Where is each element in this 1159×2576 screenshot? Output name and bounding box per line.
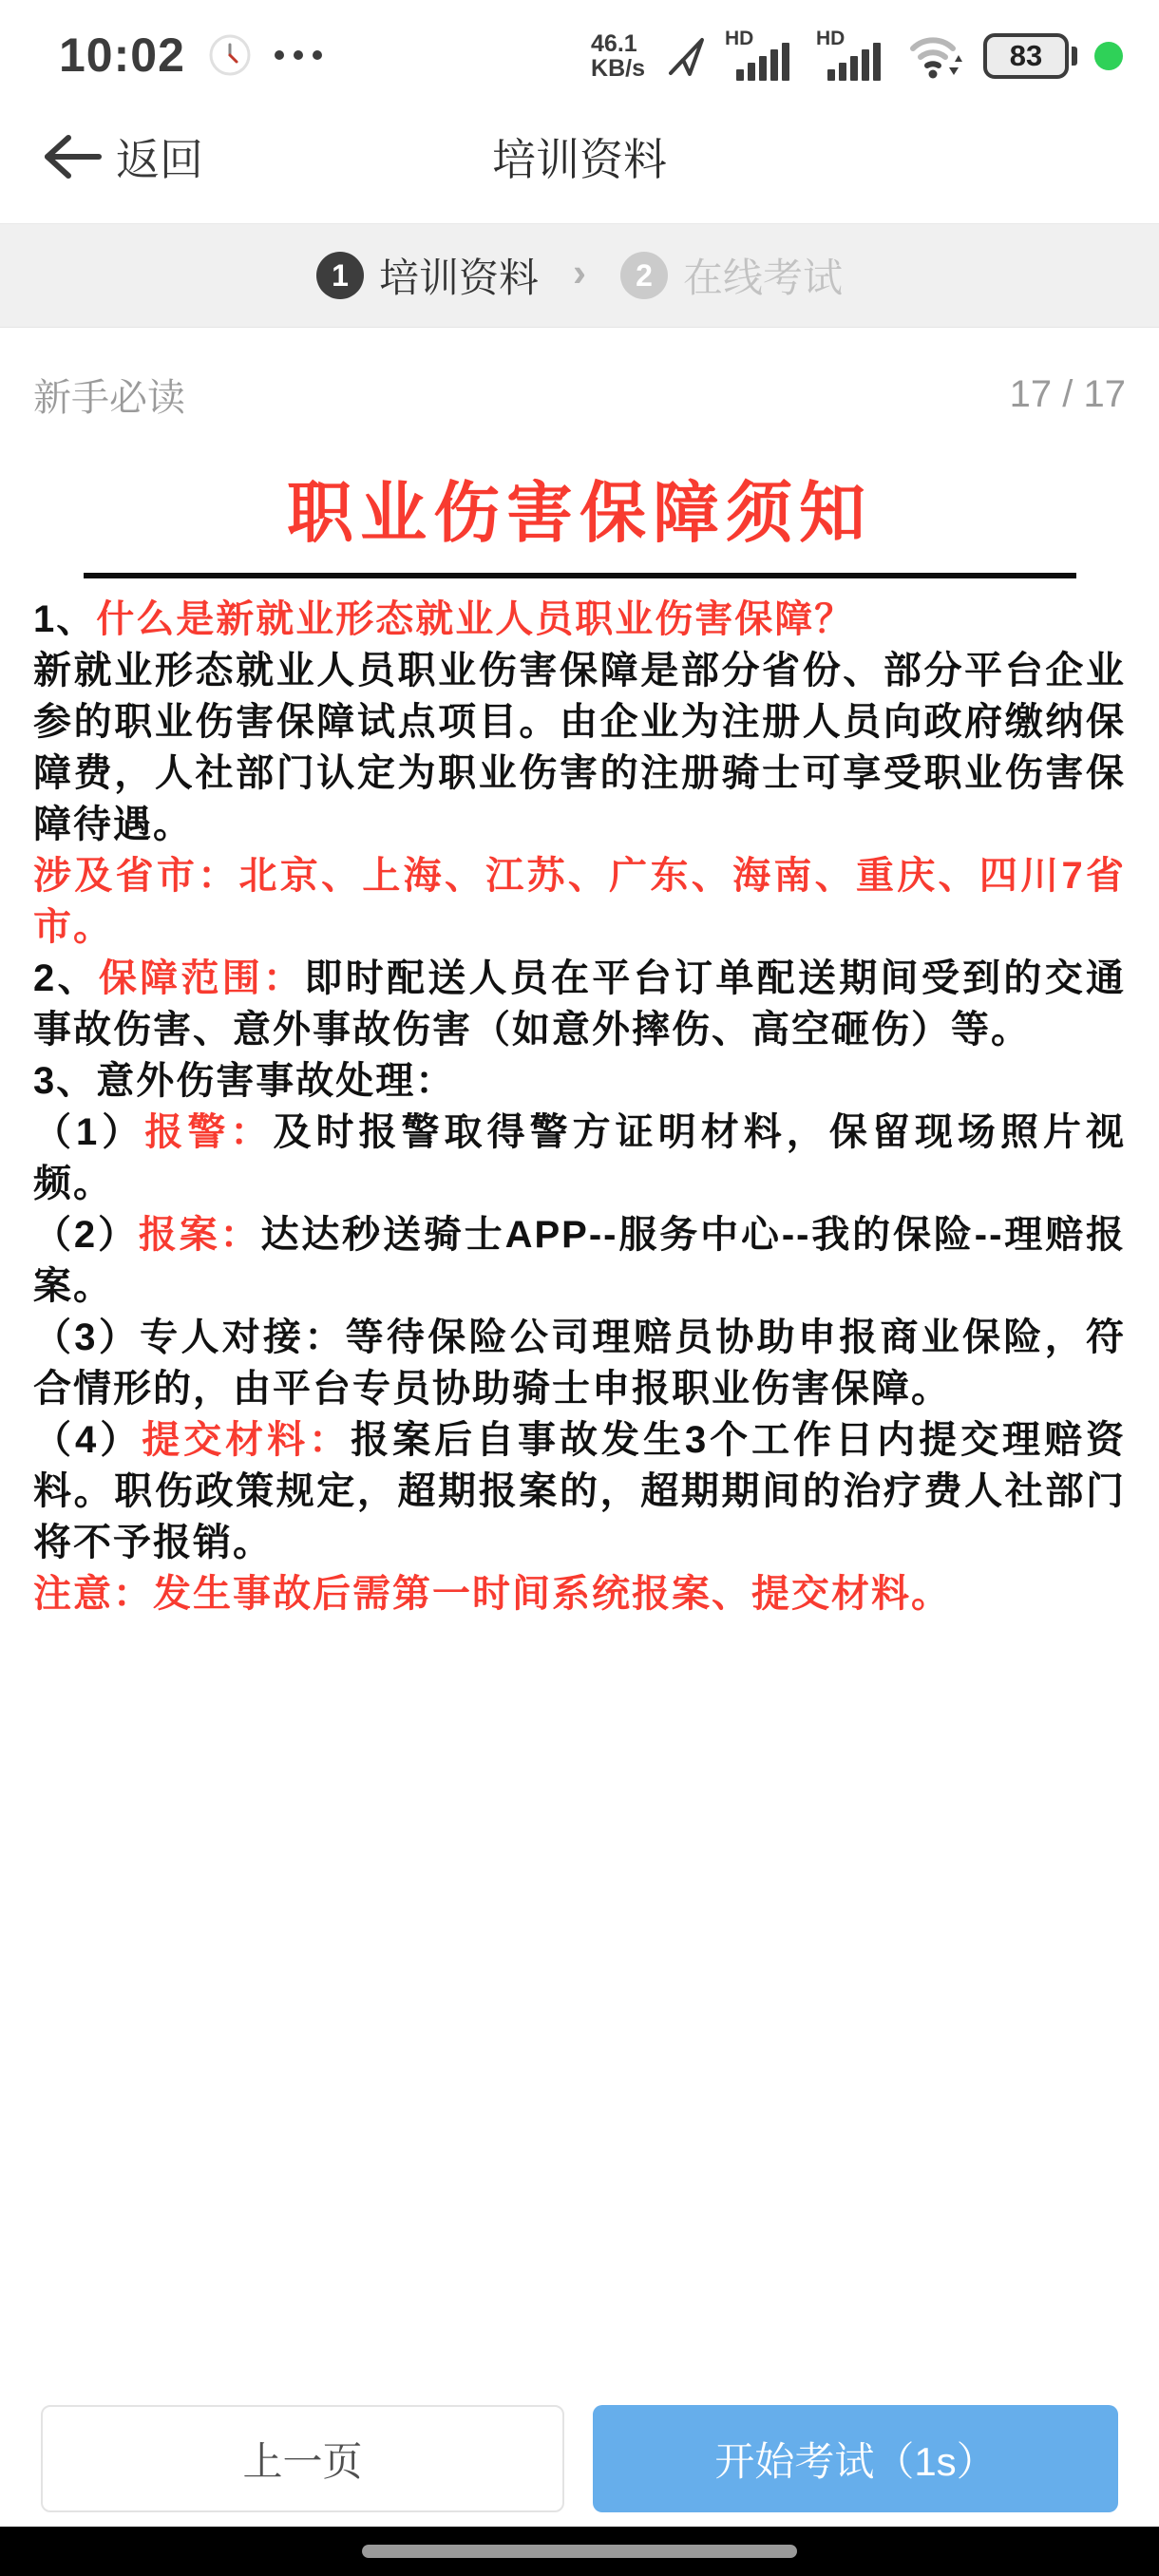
step-online-exam	[620, 247, 843, 304]
document-category: 新手必读	[33, 377, 185, 419]
hd-label: HD	[816, 28, 846, 49]
wifi-icon	[907, 31, 966, 81]
document-paragraph	[33, 594, 1126, 645]
document-paragraph	[33, 850, 1126, 953]
text-segment: 涉及省市：北京、上海、江苏、广东、海南、重庆、四川7省市。	[33, 855, 1126, 948]
network-speed-value: 46.1	[591, 30, 637, 57]
battery-nub	[1072, 47, 1077, 66]
text-segment: 达达秒送骑士APP--服务中心--我的保险--理赔报案。	[33, 1214, 1127, 1307]
online-dot-icon	[1094, 42, 1123, 70]
text-segment: （2）	[33, 1214, 139, 1256]
text-segment: 即时配送人员在平台订单配送期间受到的交通事故伤害、意外事故伤害（如意外摔伤、高空砸伤）等。	[33, 957, 1127, 1051]
step-label: 培训资料	[378, 256, 539, 300]
location-arrow-icon	[662, 33, 708, 79]
start-exam-button[interactable]: 开始考试（1s）	[593, 2405, 1118, 2512]
signal-bars	[827, 43, 881, 81]
step-separator-icon: ›	[573, 250, 586, 294]
text-segment: 什么是新就业形态就业人员职业伤害保障？	[96, 598, 855, 640]
status-right-cluster	[591, 29, 1123, 83]
step-number: 1	[316, 252, 364, 299]
text-segment: 2、	[33, 957, 99, 999]
battery-level: 83	[983, 33, 1069, 79]
document-paragraph	[33, 1209, 1126, 1312]
signal-bars	[736, 43, 789, 81]
nav-bar	[0, 90, 1159, 223]
text-segment: 1、	[33, 598, 97, 640]
status-time: 10:02	[59, 28, 185, 82]
home-indicator[interactable]	[362, 2545, 797, 2558]
text-segment: 报警：	[144, 1111, 274, 1153]
back-button[interactable]	[40, 125, 203, 188]
signal-hd-icon-2	[816, 29, 890, 83]
status-bar	[0, 0, 1159, 90]
text-segment: 及时报警取得警方证明材料，保留现场照片视频。	[33, 1111, 1127, 1204]
document-paragraph	[33, 1568, 1126, 1619]
progress-stepper	[0, 223, 1159, 328]
text-segment: 提交材料：	[142, 1419, 352, 1461]
hd-label: HD	[725, 28, 754, 49]
document-paragraph	[33, 1055, 1126, 1107]
document-paragraph	[33, 1107, 1126, 1209]
battery-icon	[983, 33, 1077, 79]
more-dots-icon	[275, 50, 322, 60]
network-speed-unit: KB/s	[591, 55, 645, 82]
text-segment: 报案后自事故发生3个工作日内提交理赔资料。职伤政策规定，超期报案的，超期期间的治疗费人社部门将不予报销。	[33, 1419, 1127, 1563]
step-training-material	[316, 247, 539, 304]
document-paragraph	[33, 645, 1126, 850]
document-scroll-area[interactable]	[0, 368, 1159, 1619]
title-underline	[84, 573, 1076, 578]
back-label: 返回	[116, 135, 203, 184]
text-segment: （4）	[33, 1419, 142, 1461]
document-paragraph	[33, 1312, 1126, 1414]
text-segment: （1）	[33, 1111, 145, 1153]
document-header	[33, 368, 1126, 422]
footer-actions	[0, 2405, 1159, 2512]
prev-page-button[interactable]: 上一页	[41, 2405, 564, 2512]
document-paragraph	[33, 953, 1126, 1055]
text-segment: 报案：	[138, 1214, 261, 1256]
page-indicator: 17 / 17	[1009, 373, 1126, 415]
document-paragraph	[33, 1414, 1126, 1568]
clock-icon	[208, 33, 252, 77]
text-segment: 新就业形态就业人员职业伤害保障是部分省份、部分平台企业参的职业伤害保障试点项目。由企业为注册人员向政府缴纳保障费，人社部门认定为职业伤害的注册骑士可享受职业伤害保障待遇。	[33, 650, 1126, 845]
text-segment: 注意：发生事故后需第一时间系统报案、提交材料。	[33, 1573, 951, 1615]
step-label: 在线考试	[683, 256, 844, 300]
back-arrow-icon	[40, 132, 103, 181]
step-number: 2	[620, 252, 668, 299]
text-segment: （3）专人对接：等待保险公司理赔员协助申报商业保险，符合情形的，由平台专员协助骑士申报职业伤害保障。	[33, 1316, 1126, 1410]
status-left-cluster	[59, 28, 322, 83]
text-segment: 保障范围：	[98, 957, 305, 999]
signal-hd-icon-1	[725, 29, 799, 83]
system-navigation-strip	[0, 2527, 1159, 2576]
page-title: 培训资料	[492, 135, 667, 184]
document-body	[33, 594, 1126, 1619]
document-title: 职业伤害保障须知	[287, 476, 872, 550]
network-speed	[591, 31, 645, 81]
text-segment: 3、意外伤害事故处理：	[33, 1060, 456, 1102]
